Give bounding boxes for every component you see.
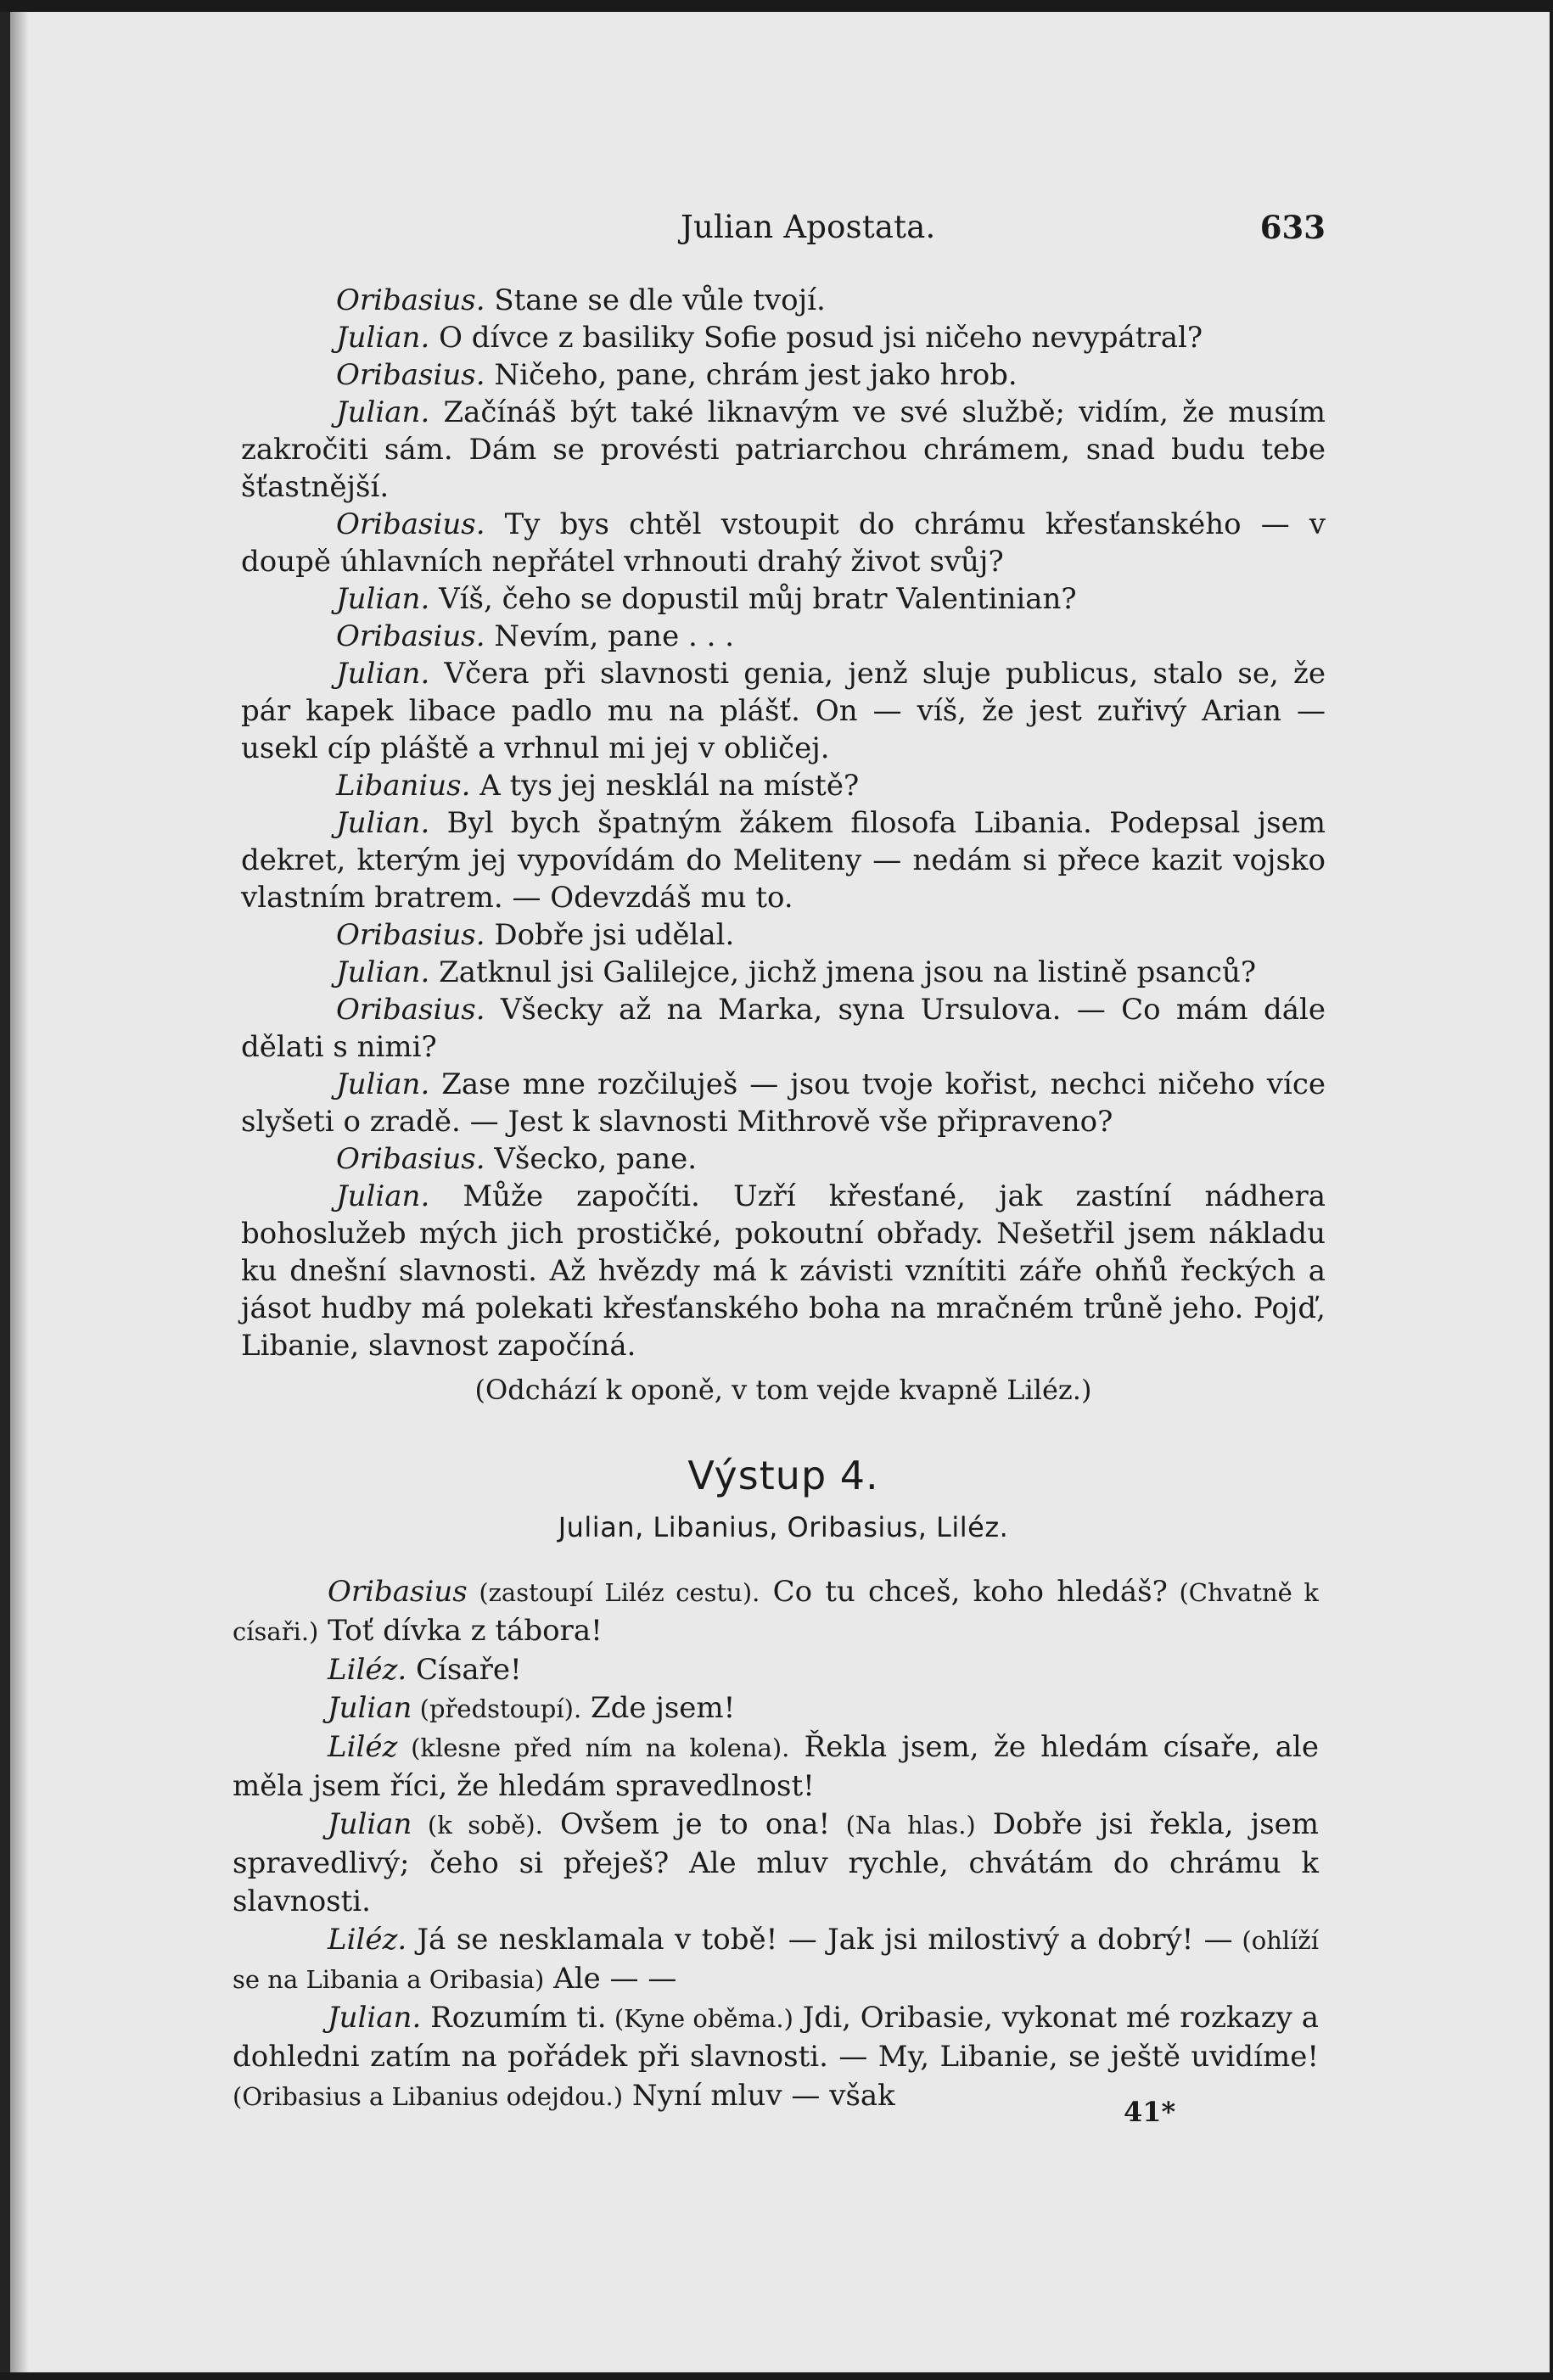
speech-text: Nyní mluv — však xyxy=(623,2079,895,2113)
speaker-name: Libanius. xyxy=(336,769,471,803)
scene-cast: Julian, Libanius, Oribasius, Liléz. xyxy=(558,1511,1009,1543)
dialogue-line xyxy=(241,1178,1326,1364)
speaker-name: Julian xyxy=(328,1807,412,1841)
page-number: 633 xyxy=(1259,209,1326,246)
stage-direction: (Oribasius a Libanius odejdou.) xyxy=(233,2082,624,2111)
speaker-name: Julian. xyxy=(336,1067,430,1101)
dialogue-line xyxy=(241,991,1326,1066)
speech-text: Byl bych špatným žákem filosofa Libania. Podepsal jsem dekret, kterým jej vypovídám do Meliteny — nedám si přece kazit vojsko vlastním bratrem. — Odevzdáš mu to. xyxy=(241,806,1326,915)
speaker-name: Liléz xyxy=(328,1730,398,1764)
speech-text: Ovšem je to ona! xyxy=(542,1807,831,1841)
stage-direction: (klesne před ním na kolena). xyxy=(397,1733,790,1762)
stage-direction: (zastoupí Liléz cestu). xyxy=(467,1578,760,1607)
speaker-name: Julian. xyxy=(336,657,430,691)
speech-text: Může započíti. Uzří křesťané, jak zastíní nádhera bohoslužeb mých jich prostičké, pokoutní obřady. Nešetřil jsem nákladu ku dnešní slavnosti. Až hvězdy má k závisti vznítiti záře ohňů řeckých a jásot hudby má polekati křesťanského boha na mračném trůně jeho. Pojď, Libanie, slavnost započíná. xyxy=(241,1179,1326,1363)
dialogue-line xyxy=(241,319,1326,356)
stage-direction: (Na hlas.) xyxy=(830,1811,976,1840)
speech-text: Ničeho, pane, chrám jest jako hrob. xyxy=(485,358,1018,392)
stage-direction: (Chvatně k císaři.) xyxy=(233,1578,1319,1646)
dialogue-line xyxy=(241,580,1326,618)
running-header xyxy=(672,209,1326,246)
stage-direction: (Kyne oběma.) xyxy=(606,2004,793,2033)
speech-text: Stane se dle vůle tvojí. xyxy=(485,283,826,317)
dialogue-line xyxy=(241,356,1326,394)
speech-text: Já se nesklamala v tobě! — Jak jsi milostivý a dobrý! — xyxy=(406,1923,1233,1957)
signature-mark: 41* xyxy=(1124,2096,1176,2128)
speaker-name: Oribasius. xyxy=(336,993,485,1027)
speech-text: Rozumím ti. xyxy=(421,2001,607,2035)
speech-text: Císaře! xyxy=(406,1653,522,1687)
speaker-name: Julian. xyxy=(336,955,430,989)
speaker-name: Oribasius. xyxy=(336,358,485,392)
dialogue-line xyxy=(241,394,1326,506)
speech-text: Všecko, pane. xyxy=(485,1142,698,1176)
dialogue-line xyxy=(241,916,1326,954)
dialogue-line xyxy=(241,1066,1326,1140)
dialogue-line xyxy=(233,1806,1319,1921)
speaker-name: Liléz. xyxy=(328,1653,407,1687)
dialogue-block-2 xyxy=(233,1573,1319,2116)
speech-text: A tys jej nesklál na místě? xyxy=(470,769,860,803)
dialogue-line xyxy=(241,954,1326,991)
speech-text: Víš, čeho se dopustil můj bratr Valentinian? xyxy=(429,582,1077,616)
dialogue-line xyxy=(241,804,1326,916)
speaker-name: Oribasius. xyxy=(336,507,485,541)
book-page xyxy=(0,12,1550,2372)
speech-text: Dobře jsi udělal. xyxy=(485,918,735,952)
speaker-name: Julian. xyxy=(336,321,430,355)
speech-text: Ale — — xyxy=(544,1962,677,1996)
dialogue-line xyxy=(233,1651,1319,1689)
spine-shadow xyxy=(10,12,29,2372)
speech-text: O dívce z basiliky Sofie posud jsi ničeho nevypátral? xyxy=(429,321,1203,355)
speech-text: Včera při slavnosti genia, jenž sluje publicus, stalo se, že pár kapek libace padlo mu na plášť. On — víš, že jest zuřivý Arian — usekl cíp pláště a vrhnul mi jej v obličej. xyxy=(241,657,1326,765)
speaker-name: Julian. xyxy=(336,582,430,616)
speech-text: Toť dívka z tábora! xyxy=(318,1614,603,1648)
stage-direction: (předstoupí). xyxy=(412,1694,582,1723)
speech-text: Zatknul jsi Galilejce, jichž jmena jsou na listině psanců? xyxy=(429,955,1257,989)
speaker-name: Oribasius. xyxy=(336,918,485,952)
speech-text: Všecky až na Marka, syna Ursulova. — Co mám dále dělati s nimi? xyxy=(241,993,1326,1064)
speaker-name: Julian. xyxy=(328,2001,422,2035)
speech-text: Dobře jsi řekla, jsem spravedlivý; čeho si přeješ? Ale mluv rychle, chvátám do chrámu k slavnosti. xyxy=(233,1807,1319,1918)
dialogue-line xyxy=(233,1689,1319,1728)
speech-text: Co tu chceš, koho hledáš? xyxy=(760,1575,1168,1609)
dialogue-line xyxy=(241,767,1326,804)
speaker-name: Oribasius xyxy=(328,1575,468,1609)
speaker-name: Liléz. xyxy=(328,1923,407,1957)
running-title: Julian Apostata. xyxy=(681,209,936,245)
speech-text: Jdi, Oribasie, vykonat mé rozkazy a dohledni zatím na pořádek při slavnosti. — My, Libanie, se ještě uvidíme! xyxy=(233,2001,1320,2074)
speech-text: Ty bys chtěl vstoupit do chrámu křesťanského — v doupě úhlavních nepřátel vrhnouti drahý život svůj? xyxy=(241,507,1326,579)
speaker-name: Julian. xyxy=(336,806,430,840)
stage-direction: (Odchází k oponě, v tom vejde kvapně Liléz.) xyxy=(474,1374,1092,1406)
dialogue-line xyxy=(241,1140,1326,1178)
speaker-name: Julian. xyxy=(336,395,430,429)
dialogue-line xyxy=(233,1921,1319,1999)
speech-text: Řekla jsem, že hledám císaře, ale měla jsem říci, že hledám spravedlnost! xyxy=(233,1730,1319,1803)
stage-direction: (ohlíží se na Libania a Oribasia) xyxy=(233,1926,1319,1994)
dialogue-line xyxy=(241,282,1326,319)
speaker-name: Julian xyxy=(328,1691,412,1725)
dialogue-line xyxy=(233,1573,1319,1651)
speaker-name: Oribasius. xyxy=(336,619,485,653)
speaker-name: Julian. xyxy=(336,1179,430,1213)
speech-text: Nevím, pane . . . xyxy=(485,619,735,653)
speaker-name: Oribasius. xyxy=(336,1142,485,1176)
dialogue-line xyxy=(241,655,1326,767)
speech-text: Začínáš být také liknavým ve své službě; vidím, že musím zakročiti sám. Dám se provésti patriarchou chrámem, snad budu tebe šťastnější. xyxy=(241,395,1326,504)
dialogue-line xyxy=(233,1728,1319,1806)
dialogue-line xyxy=(241,506,1326,580)
speaker-name: Oribasius. xyxy=(336,283,485,317)
dialogue-block-1 xyxy=(241,282,1326,1364)
speech-text: Zde jsem! xyxy=(581,1691,736,1725)
speech-text: Zase mne rozčiluješ — jsou tvoje kořist, nechci ničeho více slyšeti o zradě. — Jest k slavnosti Mithrově vše připraveno? xyxy=(241,1067,1326,1139)
dialogue-line xyxy=(241,618,1326,655)
scene-title: Výstup 4. xyxy=(687,1453,879,1498)
stage-direction: (k sobě). xyxy=(412,1811,543,1840)
